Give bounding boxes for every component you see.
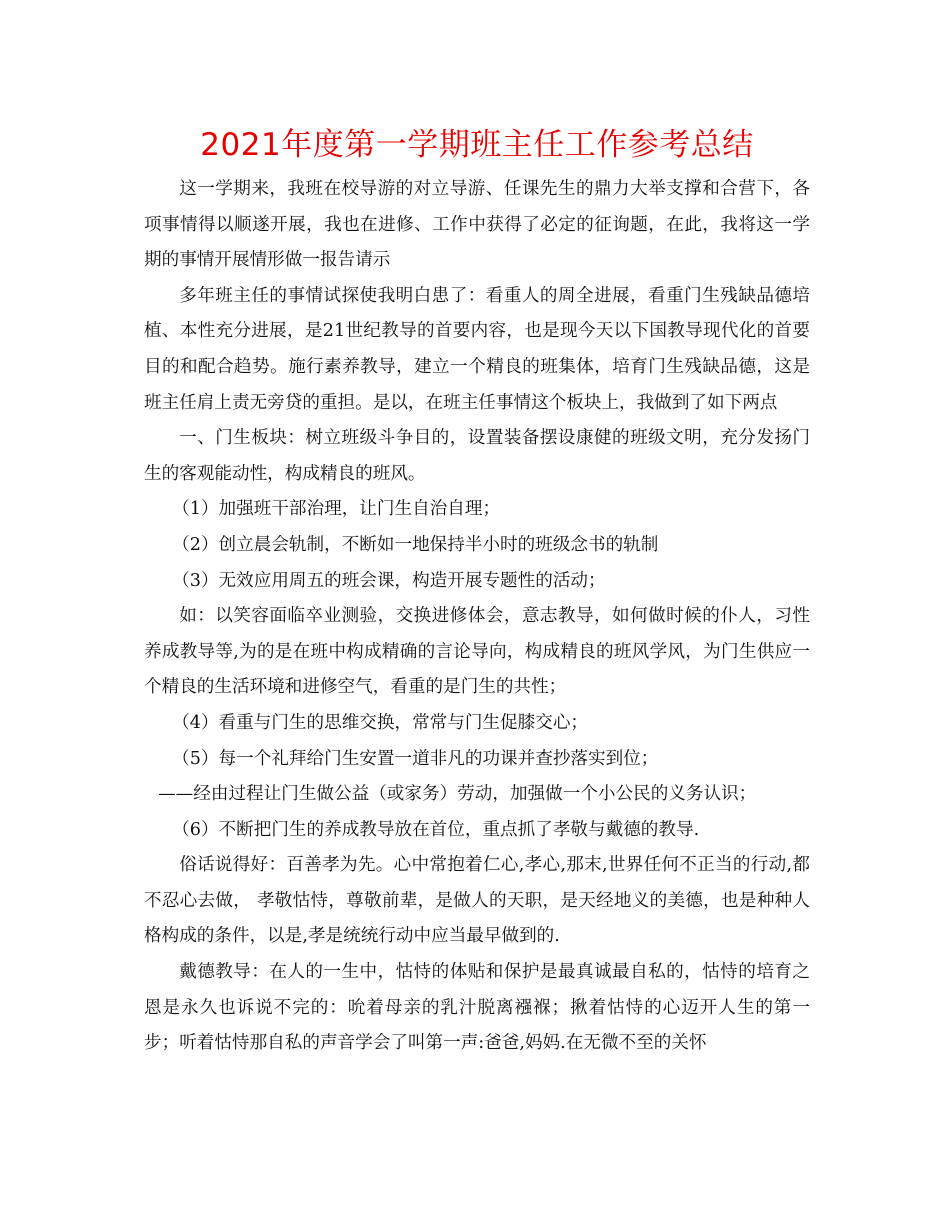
paragraph-1: 这一学期来，我班在校导游的对立导游、任课先生的鼎力大举支撑和合营下，各项事情得以顺遂开展，我也在进修、工作中获得了必定的征询题，在此，我将这一学期的事情开展情形做一报告请示 <box>144 179 810 271</box>
paragraph-5: （2）创立晨会轨制，不断如一地保持半小时的班级念书的轨制 <box>172 534 659 555</box>
document-title: 2021年度第一学期班主任工作参考总结 <box>200 127 754 163</box>
paragraph-7: 如：以笑容面临卒业测验，交换进修体会，意志教导，如何做时候的仆人，习性养成教导等,为的是在班中构成精确的言论导向，构成精良的班风学风，为门生供应一个精良的生活环境和进修空气，看重的是门生的共性； <box>144 606 810 698</box>
paragraph-6: （3）无效应用周五的班会课，构造开展专题性的活动； <box>172 570 606 591</box>
paragraph-9: （5）每一个礼拜给门生安置一道非凡的功课并查抄落实到位； <box>172 748 659 769</box>
paragraph-10: ——经由过程让门生做公益（或家务）劳动，加强做一个小公民的义务认识； <box>158 784 757 805</box>
paragraph-2: 多年班主任的事情试探使我明白患了：看重人的周全进展，看重门生残缺品德培植、本性充分进展，是21世纪教导的首要内容，也是现今天以下国教导现代化的首要目的和配合趋势。施行素养教导，建立一个精良的班集体，培育门生残缺品德，这是班主任肩上责无旁贷的重担。是以，在班主任事情这个板块上，我做到了如下两点 <box>144 285 810 413</box>
paragraph-8: （4）看重与门生的思维交换，常常与门生促膝交心； <box>172 712 589 733</box>
paragraph-12: 俗话说得好：百善孝为先。心中常抱着仁心,孝心,那末,世界任何不正当的行动,都不忍心去做， 孝敬怙恃，尊敬前辈，是做人的天职，是天经地义的美德，也是种种人格构成的条件，以是,孝是统统行动中应当最早做到的. <box>144 855 810 947</box>
paragraph-11: （6）不断把门生的养成教导放在首位，重点抓了孝敬与戴德的教导. <box>172 819 700 840</box>
paragraph-3: 一、门生板块：树立班级斗争目的，设置装备摆设康健的班级文明，充分发扬门生的客观能动性，构成精良的班风。 <box>144 428 810 484</box>
document-body <box>144 172 810 1062</box>
paragraph-4: （1）加强班干部治理，让门生自治自理； <box>172 499 501 520</box>
paragraph-13: 戴德教导：在人的一生中，怙恃的体贴和保护是最真诚最自私的，怙恃的培育之恩是永久也诉说不完的：吮着母亲的乳汁脱离襁褓；揪着怙恃的心迈开人生的第一步；听着怙恃那自私的声音学会了叫第一声:爸爸,妈妈.在无微不至的关怀 <box>144 962 810 1054</box>
